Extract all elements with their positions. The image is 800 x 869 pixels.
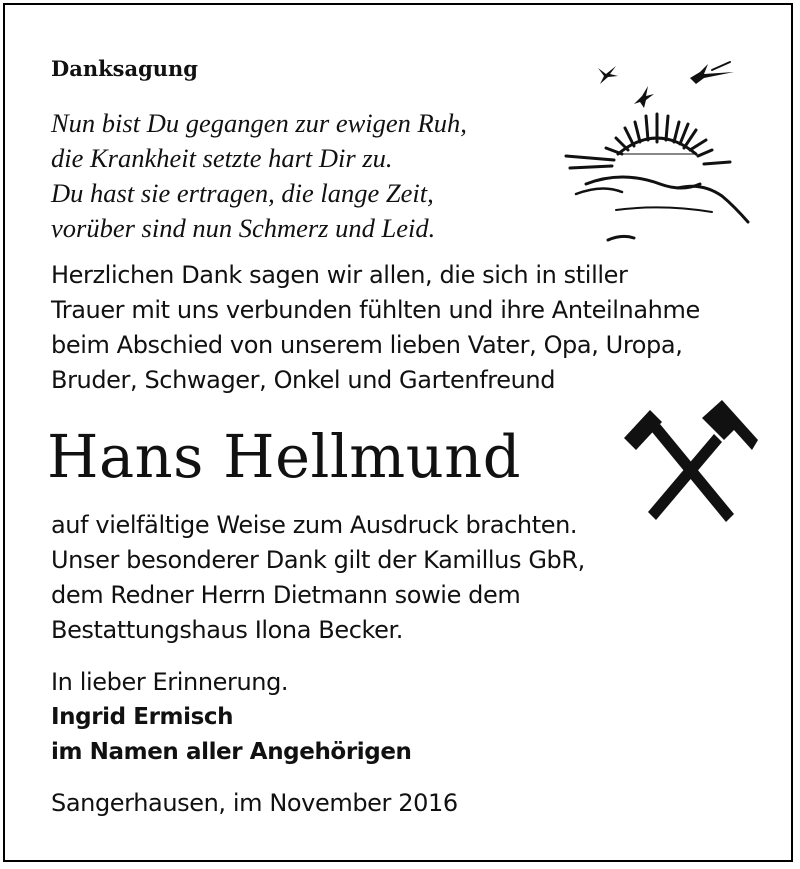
poem-line: Du hast sie ertragen, die lange Zeit, xyxy=(51,178,434,208)
signer-note: im Namen aller Angehörigen xyxy=(51,739,412,765)
expression-line: auf vielfältige Weise zum Ausdruck brachten. xyxy=(51,511,578,539)
place-date: Sangerhausen, im November 2016 xyxy=(51,789,458,817)
expression-line: Unser besonderer Dank gilt der Kamillus GbR, xyxy=(51,546,585,574)
poem-line: die Krankheit setzte hart Dir zu. xyxy=(51,143,393,173)
expression-line: Bestattungshaus Ilona Becker. xyxy=(51,616,403,644)
poem-line: Nun bist Du gegangen zur ewigen Ruh, xyxy=(51,108,467,138)
hammer-and-pick-icon xyxy=(622,396,762,524)
expression-line: dem Redner Herrn Dietmann sowie dem xyxy=(51,581,521,609)
poem-line: vorüber sind nun Schmerz und Leid. xyxy=(51,213,436,243)
poem xyxy=(51,106,467,246)
thanks-line: Bruder, Schwager, Onkel und Gartenfreund xyxy=(51,366,556,394)
closing-phrase: In lieber Erinnerung. xyxy=(51,668,289,696)
signer-name: Ingrid Ermisch xyxy=(51,704,234,730)
expression-paragraph xyxy=(51,508,585,648)
signer-block xyxy=(51,700,412,770)
notice-heading: Danksagung xyxy=(51,56,198,81)
thanks-line: Herzlichen Dank sagen wir allen, die sich in stiller xyxy=(51,261,628,289)
thanks-paragraph xyxy=(51,258,700,398)
thanks-line: Trauer mit uns verbunden fühlten und ihre Anteilnahme xyxy=(51,296,700,324)
thanks-line: beim Abschied von unserem lieben Vater, Opa, Uropa, xyxy=(51,331,683,359)
deceased-name: Hans Hellmund xyxy=(47,422,521,491)
sunset-with-birds-icon xyxy=(562,44,754,250)
